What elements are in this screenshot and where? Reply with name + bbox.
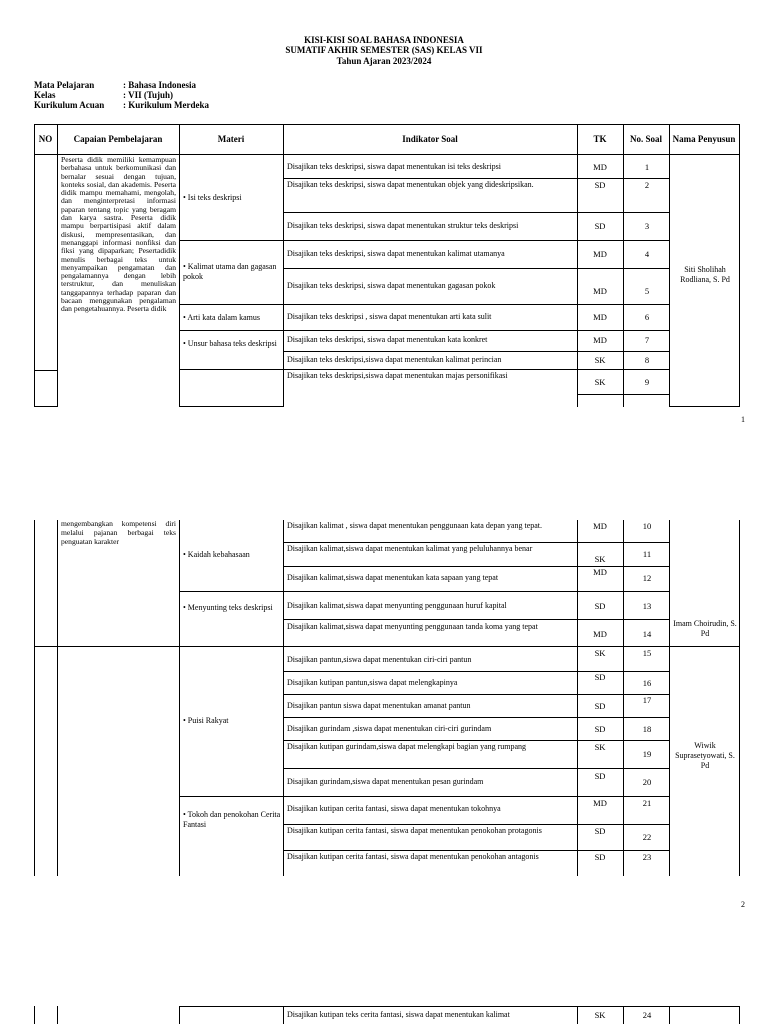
indikator-row: Disajikan kalimat,siswa dapat menentukan kata sapaan yang tepat xyxy=(287,573,499,582)
tk-cell: SK xyxy=(594,742,606,752)
doc-subtitle: SUMATIF AKHIR SEMESTER (SAS) KELAS VII xyxy=(285,45,483,55)
indikator-row: Disajikan teks deskripsi,siswa dapat menentukan majas personifikasi xyxy=(287,371,508,380)
penyusun-2: Imam Choirudin, S. Pd xyxy=(673,619,737,638)
no-soal-cell: 16 xyxy=(642,678,652,688)
no-soal-cell: 9 xyxy=(644,377,650,387)
tk-cell: MD xyxy=(593,798,607,808)
tk-cell: SD xyxy=(594,826,606,836)
tk-cell: SD xyxy=(594,724,606,734)
materi-kalimat-utama: • Kalimat utama dan gagasan pokok xyxy=(183,262,277,281)
tk-cell: MD xyxy=(593,335,607,345)
materi-kaidah: • Kaidah kebahasaan xyxy=(183,550,250,559)
no-soal-cell: 14 xyxy=(642,629,652,639)
indikator-row: Disajikan gurindam ,siswa dapat menentukan ciri-ciri gurindam xyxy=(287,724,492,733)
indikator-row: Disajikan kutipan teks cerita fantasi, siswa dapat menentukan kalimat xyxy=(287,1010,510,1019)
tk-cell: SD xyxy=(594,771,606,781)
no-soal-cell: 15 xyxy=(642,648,652,658)
no-soal-cell: 24 xyxy=(642,1010,652,1020)
col-header-no-soal: No. Soal xyxy=(629,134,662,144)
no-soal-cell: 3 xyxy=(644,221,650,231)
doc-year: Tahun Ajaran 2023/2024 xyxy=(336,56,432,66)
tk-cell: MD xyxy=(593,567,607,577)
materi-puisi: • Puisi Rakyat xyxy=(183,716,229,725)
no-soal-cell: 1 xyxy=(644,162,650,172)
materi-isi: • Isi teks deskripsi xyxy=(183,193,242,202)
indikator-row: Disajikan kutipan pantun,siswa dapat melengkapinya xyxy=(287,678,458,687)
tk-cell: SK xyxy=(594,355,606,365)
no-soal-cell: 13 xyxy=(642,601,652,611)
col-header-penyusun: Nama Penyusun xyxy=(672,134,736,144)
tk-cell: SK xyxy=(594,1010,606,1020)
no-soal-cell: 5 xyxy=(644,286,650,296)
indikator-row: Disajikan teks deskripsi, siswa dapat menentukan kata konkret xyxy=(287,335,488,344)
no-soal-cell: 6 xyxy=(644,312,650,322)
capaian-text: Peserta didik memiliki kemampuan berbahasa untuk berkomunikasi dan bernalar sesuai dengan tujuan, konteks sosial, dan akademis. Peserta didik mampu memahami, mengolah, dan menginterpretasi informasi paparan tentang topic yang beragam dan karya sastra. Peserta didik mampu berpartisipasi aktif dalam diskusi, mempresentasikan, dan menanggapi informasi nonfiksi dan fiksi yang dipaparkan; Pesertadidik menulis berbagai teks untuk menyampaikan pengamatan dan pengalamannya dengan lebih terstruktur, dan menuliskan tanggapannya terhadap paparan dan bacaan menggunakan pengalaman dan pengetahuannya. Peserta didik xyxy=(61,156,176,314)
meta-label-mapel: Mata Pelajaran xyxy=(34,80,95,90)
materi-unsur: • Unsur bahasa teks deskripsi xyxy=(183,339,277,348)
tk-cell: SD xyxy=(594,180,606,190)
doc-title: KISI-KISI SOAL BAHASA INDONESIA xyxy=(304,35,464,45)
no-soal-cell: 10 xyxy=(642,521,652,531)
indikator-row: Disajikan kalimat , siswa dapat menentukan penggunaan kata depan yang tepat. xyxy=(287,521,543,530)
indikator-row: Disajikan teks deskripsi, siswa dapat menentukan isi teks deskripsi xyxy=(287,162,501,171)
indikator-row: Disajikan teks deskripsi, siswa dapat menentukan objek yang dideskripsikan. xyxy=(287,180,534,189)
tk-cell: MD xyxy=(593,249,607,259)
no-soal-cell: 23 xyxy=(642,852,652,862)
page-number: 1 xyxy=(741,415,745,424)
tk-cell: SK xyxy=(594,648,606,658)
materi-arti-kata: • Arti kata dalam kamus xyxy=(183,313,261,322)
no-soal-cell: 8 xyxy=(644,355,650,365)
tk-cell: SD xyxy=(594,672,606,682)
indikator-row: Disajikan kalimat,siswa dapat menyunting penggunaan tanda koma yang tepat xyxy=(287,622,538,631)
meta-label-kelas: Kelas xyxy=(34,90,56,100)
no-soal-cell: 4 xyxy=(644,249,650,259)
tk-cell: MD xyxy=(593,521,607,531)
tk-cell: MD xyxy=(593,629,607,639)
indikator-row: Disajikan kalimat,siswa dapat menyunting penggunaan huruf kapital xyxy=(287,601,507,610)
meta-value-kelas: : VII (Tujuh) xyxy=(123,90,174,100)
no-soal-cell: 20 xyxy=(642,777,652,787)
tk-cell: SD xyxy=(594,852,606,862)
indikator-row: Disajikan pantun,siswa dapat menentukan ciri-ciri pantun xyxy=(287,655,472,664)
col-header-indikator: Indikator Soal xyxy=(402,134,458,144)
no-soal-cell: 17 xyxy=(642,695,652,705)
no-soal-cell: 19 xyxy=(642,749,652,759)
no-soal-cell: 22 xyxy=(642,832,652,842)
indikator-row: Disajikan kutipan gurindam,siswa dapat melengkapi bagian yang rumpang xyxy=(287,742,527,751)
indikator-row: Disajikan kutipan cerita fantasi, siswa dapat menentukan penokohan antagonis xyxy=(287,852,539,861)
no-soal-cell: 21 xyxy=(642,798,652,808)
no-soal-cell: 11 xyxy=(642,549,652,559)
tk-cell: SK xyxy=(594,377,606,387)
no-soal-cell: 7 xyxy=(644,335,650,345)
col-header-capaian: Capaian Pembelajaran xyxy=(73,134,163,144)
indikator-row: Disajikan teks deskripsi, siswa dapat menentukan gagasan pokok xyxy=(287,281,496,290)
tk-cell: MD xyxy=(593,312,607,322)
indikator-row: Disajikan gurindam,siswa dapat menentukan pesan gurindam xyxy=(287,777,484,786)
indikator-row: Disajikan kutipan cerita fantasi, siswa dapat menentukan penokohan protagonis xyxy=(287,826,542,835)
capaian-text-continued: mengembangkan kompetensi diri melalui pajanan berbagai teks penguatan karakter xyxy=(61,519,176,547)
meta-label-kurikulum: Kurikulum Acuan xyxy=(34,100,105,110)
col-header-materi: Materi xyxy=(217,134,245,144)
indikator-row: Disajikan teks deskripsi, siswa dapat menentukan kalimat utamanya xyxy=(287,249,505,258)
materi-menyunting: • Menyunting teks deskripsi xyxy=(183,603,273,612)
indikator-row: Disajikan pantun siswa dapat menentukan amanat pantun xyxy=(287,701,471,710)
no-soal-cell: 18 xyxy=(642,724,652,734)
no-soal-cell: 12 xyxy=(642,573,652,583)
page-number: 2 xyxy=(741,900,745,909)
tk-cell: SD xyxy=(594,701,606,711)
no-soal-cell: 2 xyxy=(644,180,650,190)
penyusun-3: Wiwik Suprasetyowati, S. Pd xyxy=(675,741,735,770)
col-header-tk: TK xyxy=(593,134,607,144)
penyusun-1: Siti Sholihah Rodliana, S. Pd xyxy=(680,265,730,284)
tk-cell: SD xyxy=(594,221,606,231)
indikator-row: Disajikan teks deskripsi, siswa dapat menentukan struktur teks deskripsi xyxy=(287,221,519,230)
meta-value-mapel: : Bahasa Indonesia xyxy=(123,80,197,90)
tk-cell: SK xyxy=(594,554,606,564)
indikator-row: Disajikan teks deskripsi , siswa dapat menentukan arti kata sulit xyxy=(287,312,492,321)
tk-cell: MD xyxy=(593,286,607,296)
indikator-row: Disajikan teks deskripsi,siswa dapat menentukan kalimat perincian xyxy=(287,355,502,364)
indikator-row: Disajikan kutipan cerita fantasi, siswa dapat menentukan tokohnya xyxy=(287,804,501,813)
materi-tokoh: • Tokoh dan penokohan Cerita Fantasi xyxy=(183,810,281,829)
tk-cell: SD xyxy=(594,601,606,611)
col-header-no: NO xyxy=(38,134,53,144)
meta-value-kurikulum: : Kurikulum Merdeka xyxy=(123,100,210,110)
tk-cell: MD xyxy=(593,162,607,172)
indikator-row: Disajikan kalimat,siswa dapat menentukan kalimat yang peluluhannya benar xyxy=(287,544,533,553)
